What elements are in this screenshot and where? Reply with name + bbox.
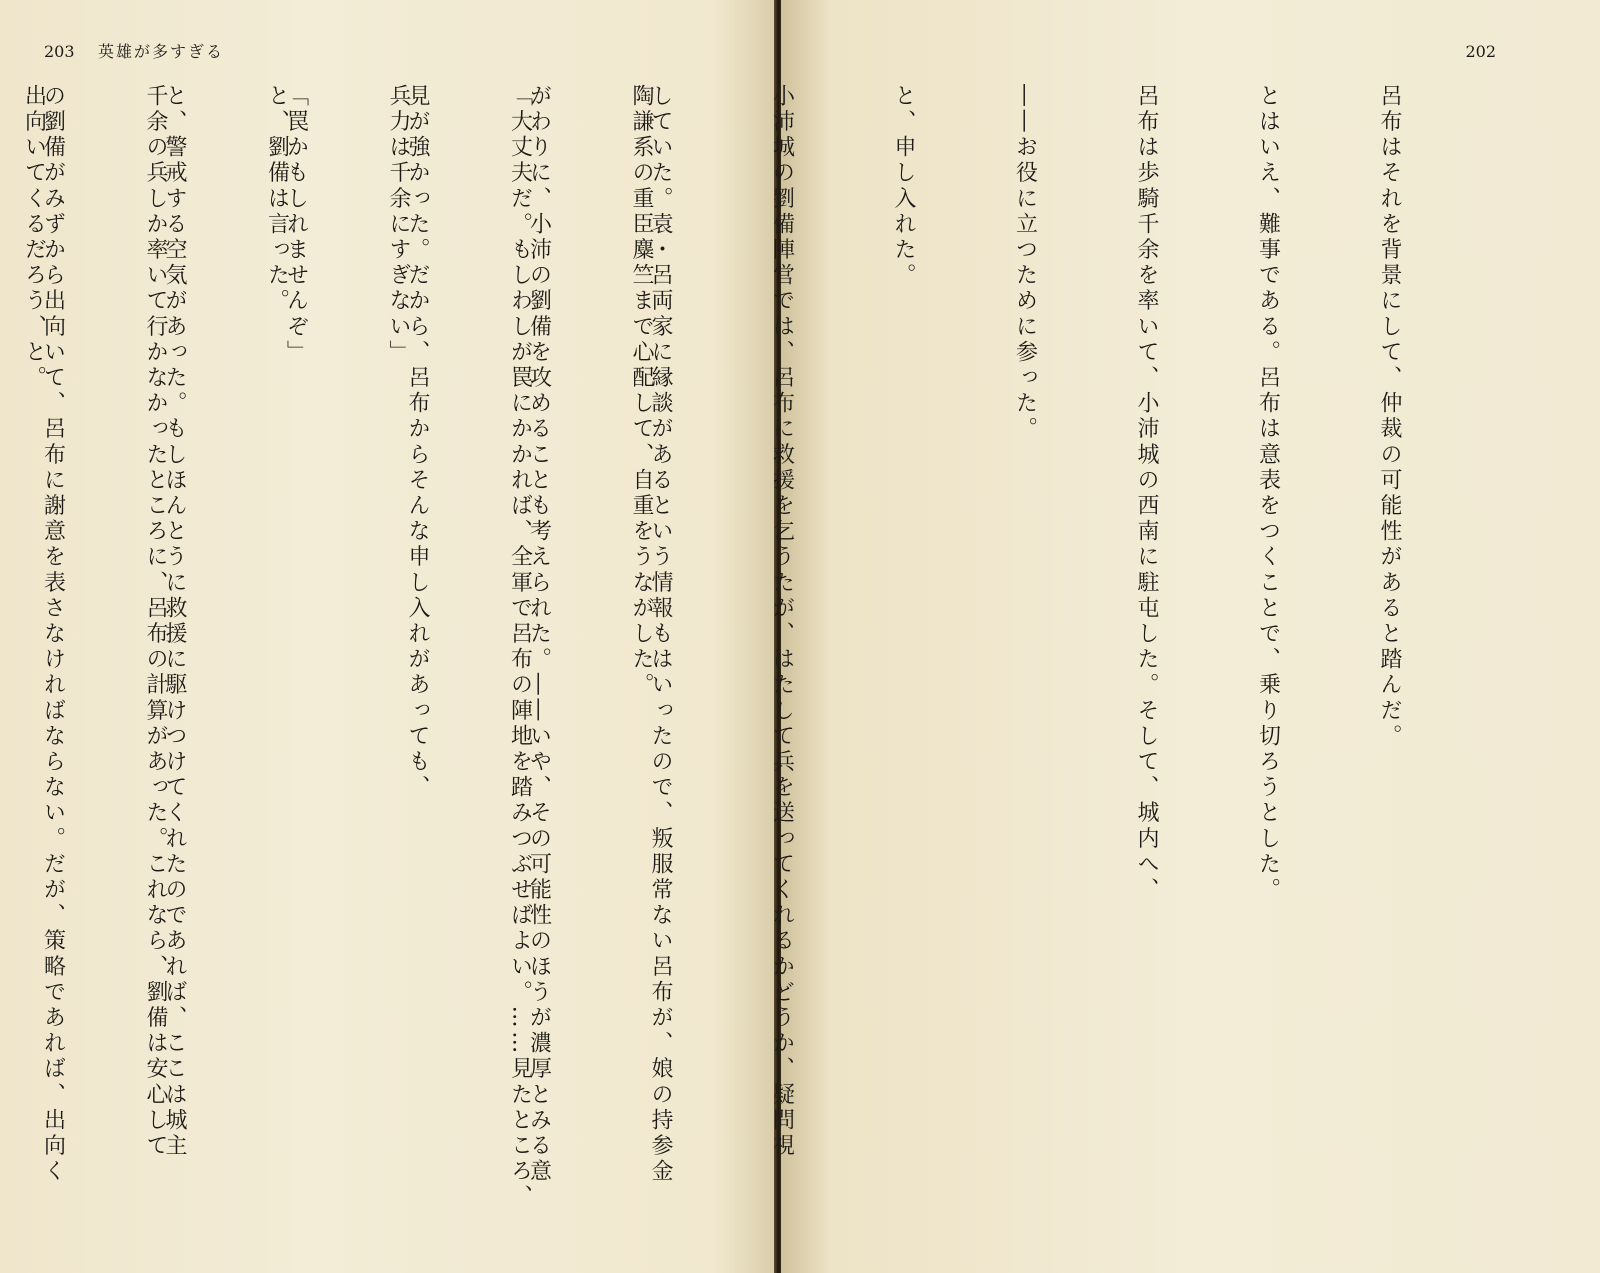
text-line: 「大丈夫だ。もしわしが罠にかかれば、全軍で呂布の陣地を踏みつぶせばよい。……見たところ、 bbox=[507, 84, 533, 1211]
text-line: とはいえ、難事である。呂布は意表をつくことで、乗り切ろうとした。 bbox=[1255, 84, 1281, 904]
text-line: ――お役に立つために参った。 bbox=[1012, 84, 1038, 443]
running-title: 英雄が多すぎる bbox=[98, 42, 225, 61]
text-line: していた。袁・呂両家に縁談があるという情報もはいったので、叛服常ない呂布が、娘の持参金 bbox=[648, 84, 673, 1185]
text-line: がわりに、小沛の劉備を攻めることも考えられた。――いや、その可能性のほうが濃厚とみる意 bbox=[526, 84, 552, 1185]
text-line: と、警戒する空気があった。もしほんとうに救援に駆けつけてくれたのであれば、ここは城主 bbox=[162, 84, 187, 1160]
text-line: 呂布はそれを背景にして、仲裁の可能性があると踏んだ。 bbox=[1377, 84, 1402, 750]
page-number: 202 bbox=[1465, 42, 1496, 61]
text-line: の劉備がみずから出向いて、呂布に謝意を表さなければならない。だが、策略であれば、出向く bbox=[40, 84, 66, 1185]
text-line: と、劉備は言った。 bbox=[264, 84, 290, 315]
text-line: 呂布は歩騎千余を率いて、小沛城の西南に駐屯した。そして、城内へ、 bbox=[1134, 84, 1159, 904]
text-line: 「罠かもしれませんぞ」 bbox=[283, 84, 309, 366]
text-line: 兵力は千余にすぎない」 bbox=[386, 84, 411, 366]
text-line: 小沛城の劉備陣営では、呂布に救援を乞うたが、はたして兵を送ってくれるかどうか、疑問視 bbox=[769, 84, 795, 1160]
text-line: 陶謙系の重臣麋竺まで心配して、自重をうながした。 bbox=[629, 84, 654, 699]
text-line: 千余の兵しか率いて行かなかったところに、呂布の計算があった。これなら、劉備は安心して bbox=[143, 84, 168, 1160]
text-line: 出向いてくるだろう、と。 bbox=[21, 84, 47, 392]
page-number: 203 bbox=[44, 42, 75, 61]
text-line: 見が強かった。だから、呂布からそんな申し入れがあっても、 bbox=[405, 84, 430, 801]
text-line: と、申し入れた。 bbox=[891, 84, 916, 289]
